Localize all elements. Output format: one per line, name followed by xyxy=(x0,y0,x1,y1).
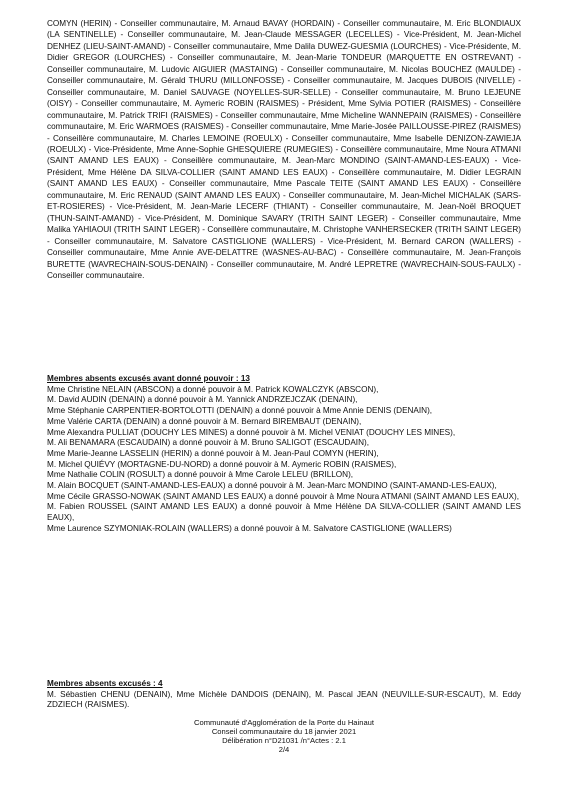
attendees-paragraph: COMYN (HERIN) - Conseiller communautaire, M. Arnaud BAVAY (HORDAIN) - Conseiller communautaire, M. Eric BLONDIAUX (LA SENTINELLE) - Conseiller communautaire, M. Jean-Claude MESSAGER (LECELLES) - Vice-Président, M. Jean-Michel DENHEZ (LIEU-SAINT-AMAND) - Conseiller communautaire, Mme Dalila DUWEZ-GUESMIA (LOURCHES) - Vice-Présidente, M. Didier GREGOR (LOURCHES) - Conseiller communautaire, M. Jean-Marie TONDEUR (MARQUETTE EN OSTREVANT) - Conseiller communautaire, M. Ludovic AIGUIER (MASTAING) - Conseiller communautaire, M. Nicolas BOUCHEZ (MAULDE) - Conseiller communautaire, M. Gérald THURU (MILLONFOSSE) - Conseiller communautaire, M. Jacques DUBOIS (NIVELLE) - Conseiller communautaire, M. Daniel SAUVAGE (NOYELLES-SUR-SELLE) - Conseiller communautaire, M. Bruno LEJEUNE (OISY) - Conseiller communautaire, M. Aymeric ROBIN (RAISMES) - Président, Mme Sylvia POTIER (RAISMES) - Conseillère communautaire, M. Patrick TRIFI (RAISMES) - Conseiller communautaire, Mme Micheline WANNEPAIN (RAISMES) - Conseillère communautaire, M. Eric WARMOES (RAISMES) - Conseiller communautaire, Mme Marie-Josée PAILLOUSSE-PIREZ (RAISMES) - Conseillère communautaire, M. Charles LEMOINE (ROEULX) - Conseiller communautaire, Mme Isabelle DENIZON-ZAWIEJA (ROEULX) - Vice-Présidente, Mme Anne-Sophie GHESQUIERE (RUMEGIES) - Conseillère communautaire, Mme Noura ATMANI (SAINT AMAND LES EAUX) - Conseillère communautaire, M. Jean-Marc MONDINO (SAINT-AMAND-LES-EAUX) - Vice-Président, Mme Hélène DA SILVA-COLLIER (SAINT AMAND LES EAUX) - Conseillère communautaire, M. Didier LEGRAIN (SAINT AMAND LES EAUX) - Conseiller communautaire, Mme Pascale TEITE (SAINT AMAND LES EAUX) - Conseillère communautaire, M. Eric RENAUD (SAINT AMAND LES EAUX) - Conseiller communautaire, M. Jean-Michel MICHALAK (SARS-ET-ROSIERES) - Vice-Président, M. Jean-Marie LECERF (THIANT) - Conseiller communautaire, M. Jean-Noël BROQUET (THUN-SAINT-AMAND) - Vice-Président, M. Dominique SAVARY (TRITH SAINT LEGER) - Conseiller communautaire, Mme Malika YAHIAOUI (TRITH SAINT LEGER) - Conseillère communautaire, M. Christophe VANHERSECKER (TRITH SAINT LEGER) - Conseiller communautaire, M. Salvatore CASTIGLIONE (WALLERS) - Vice-Président, M. Bernard CARON (WALLERS) - Conseiller communautaire, Mme Annie AVE-DELATTRE (WASNES-AU-BAC) - Conseillère communautaire, M. Jean-François BURETTE (WAVRECHAIN-SOUS-DENAIN) - Conseiller communautaire, M. André LEPRETRE (WAVRECHAIN-SOUS-FAULX) - Conseiller communautaire. xyxy=(47,19,521,280)
proxy-entry: M. Fabien ROUSSEL (SAINT AMAND LES EAUX) a donné pouvoir à Mme Hélène DA SILVA-COLLIER (SAINT AMAND LES EAUX), xyxy=(47,502,521,523)
footer-meeting: Conseil communautaire du 18 janvier 2021 xyxy=(211,727,357,737)
proxy-entry: M. David AUDIN (DENAIN) a donné pouvoir à M. Yannick ANDRZEJCZAK (DENAIN), xyxy=(47,395,358,405)
proxy-entry: Mme Stéphanie CARPENTIER-BORTOLOTTI (DENAIN) a donné pouvoir à Mme Annie DENIS (DENAIN), xyxy=(47,406,433,416)
proxy-entry: Mme Christine NELAIN (ABSCON) a donné pouvoir à M. Patrick KOWALCZYK (ABSCON), xyxy=(47,384,379,394)
proxy-entry: M. Michel QUIÉVY (MORTAGNE-DU-NORD) a donné pouvoir à M. Aymeric ROBIN (RAISMES), xyxy=(47,459,397,469)
proxy-entry: M. Alain BOCQUET (SAINT-AMAND-LES-EAUX) a donné pouvoir à M. Jean-Marc MONDINO (SAINT-AMAND-LES-EAUX), xyxy=(47,481,497,491)
proxy-entry: M. Ali BENAMARA (ESCAUDAIN) a donné pouvoir à M. Bruno SALIGOT (ESCAUDAIN), xyxy=(47,438,369,448)
absent-excused-heading: Membres absents excusés : 4 xyxy=(47,679,163,688)
page-number: 2/4 xyxy=(278,745,290,755)
proxy-entry: Mme Marie-Jeanne LASSELIN (HERIN) a donné pouvoir à M. Jean-Paul COMYN (HERIN), xyxy=(47,448,379,458)
proxy-entry: Mme Valérie CARTA (DENAIN) a donné pouvoir à M. Bernard BIREMBAUT (DENAIN), xyxy=(47,416,362,426)
proxy-list xyxy=(47,385,521,535)
absent-with-proxy-heading: Membres absents excusés avant donné pouvoir : 13 xyxy=(47,374,250,383)
footer-organization: Communauté d'Agglomération de la Porte du Hainaut xyxy=(193,718,374,727)
page-footer xyxy=(0,718,568,754)
absent-excused-list: M. Sébastien CHENU (DENAIN), Mme Michèle DANDOIS (DENAIN), M. Pascal JEAN (NEUVILLE-SUR-ESCAUT), M. Eddy ZDZIECH (RAISMES). xyxy=(47,689,521,710)
proxy-entry: Mme Nathalie COLIN (ROSULT) a donné pouvoir à Mme Carole LELEU (BRILLON), xyxy=(47,470,354,480)
absent-with-proxy-section xyxy=(47,374,521,535)
proxy-entry: Mme Laurence SZYMONIAK-ROLAIN (WALLERS) a donné pouvoir à M. Salvatore CASTIGLIONE (WALLERS) xyxy=(47,523,452,533)
absent-excused-section xyxy=(47,679,521,711)
footer-deliberation: Délibération n°D21031 /n°Actes : 2.1 xyxy=(222,736,346,746)
proxy-entry: Mme Cécile GRASSO-NOWAK (SAINT AMAND LES EAUX) a donné pouvoir à Mme Noura ATMANI (SAINT AMAND LES EAUX), xyxy=(47,491,519,501)
proxy-entry: Mme Alexandra PULLIAT (DOUCHY LES MINES) a donné pouvoir à M. Michel VENIAT (DOUCHY LES MINES), xyxy=(47,427,456,437)
